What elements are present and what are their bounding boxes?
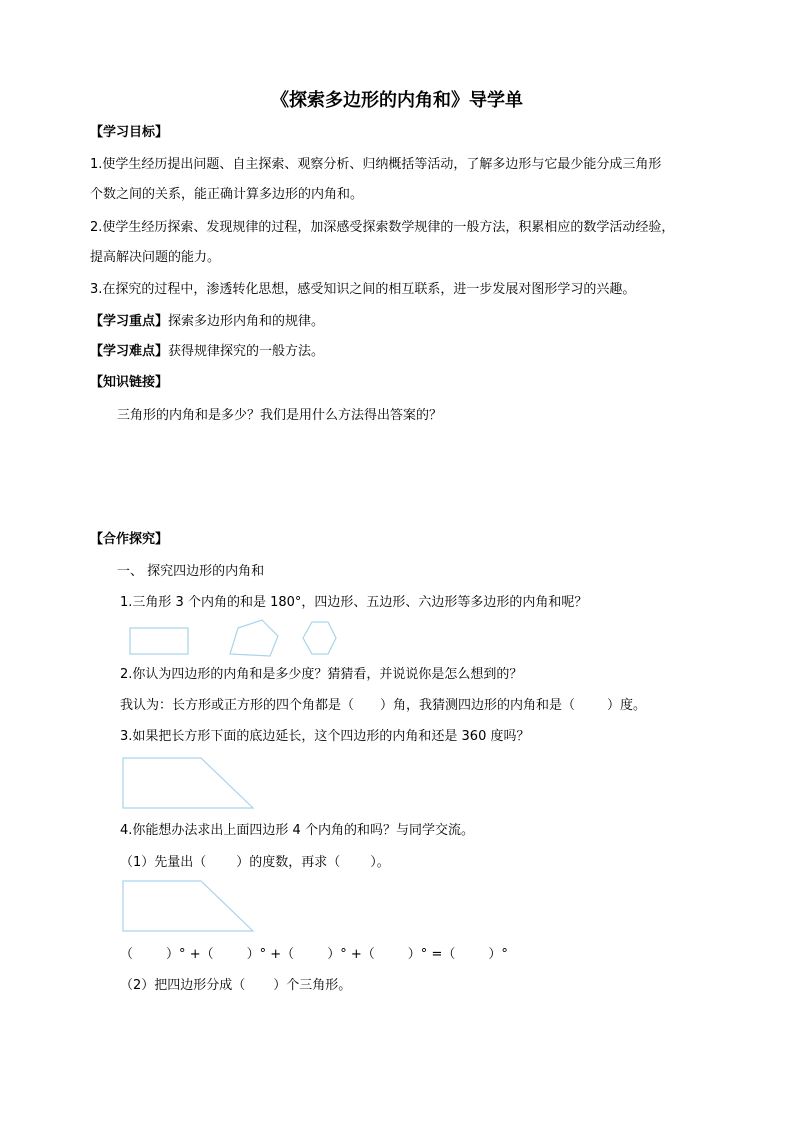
link-question: 三角形的内角和是多少？我们是用什么方法得出答案的？ <box>117 408 443 423</box>
quadrilateral-shape <box>130 628 188 654</box>
question-4-part-2 <box>120 977 351 995</box>
difficulty-heading: 【学习难点】 <box>90 344 169 359</box>
objective-2-line-1: 2.使学生经历探索、发现规律的过程，加深感受探索数学规律的一般方法，积累相应的数学活动经验， <box>90 220 675 235</box>
answer-text-b: ）角，我猜测四边形的内角和是（ <box>380 698 576 713</box>
objective-1-line-2: 个数之间的关系，能正确计算多边形的内角和。 <box>90 187 364 202</box>
question-2-answer <box>120 697 646 715</box>
question-3: 3.如果把长方形下面的底边延长，这个四边形的内角和还是 360 度吗？ <box>120 729 530 744</box>
part-1-text-c: ）。 <box>370 855 390 870</box>
objective-3: 3.在探究的过程中，渗透转化思想，感受知识之间的相互联系，进一步发展对图形学习的兴趣。 <box>90 282 636 297</box>
angle-sum-equation: （ ）° +（ ）° +（ ）° +（ ）° =（ ）° <box>120 947 508 962</box>
polygon-shapes <box>126 616 346 658</box>
question-2: 2.你认为四边形的内角和是多少度？猜猜看，并说说你是怎么想到的？ <box>120 667 523 682</box>
objective-1-line-1: 1.使学生经历提出问题、自主探索、观察分析、归纳概括等活动，了解多边形与它最少能分成三角形 <box>90 157 662 172</box>
key-point-text: 探索多边形内角和的规律。 <box>168 314 325 329</box>
part-1-text-a: （1）先量出（ <box>120 855 207 870</box>
hexagon-shape <box>303 622 336 654</box>
question-4-part-1 <box>120 854 390 872</box>
answer-text-a: 我认为：长方形或正方形的四个角都是（ <box>120 698 355 713</box>
question-4: 4.你能想办法求出上面四边形 4 个内角的和吗？与同学交流。 <box>120 823 474 838</box>
key-point <box>90 313 324 331</box>
part-2-text-b: ）个三角形。 <box>273 978 352 993</box>
pentagon-shape <box>230 620 278 656</box>
trapezoid-figure-2 <box>121 879 257 933</box>
objectives-heading: 【学习目标】 <box>90 125 169 140</box>
difficulty <box>90 343 324 361</box>
link-heading: 【知识链接】 <box>90 375 169 390</box>
question-1: 1.三角形 3 个内角的和是 180°，四边形、五边形、六边形等多边形的内角和呢？ <box>120 595 588 610</box>
page-title: 《探索多边形的内角和》导学单 <box>271 90 523 111</box>
key-point-heading: 【学习重点】 <box>90 314 169 329</box>
answer-text-c: ）度。 <box>607 698 647 713</box>
explore-heading: 【合作探究】 <box>90 532 169 547</box>
section-1-title: 一、 探究四边形的内角和 <box>117 564 265 579</box>
trapezoid-figure-1 <box>121 756 257 810</box>
objective-2-line-2: 提高解决问题的能力。 <box>90 250 221 265</box>
difficulty-text: 获得规律探究的一般方法。 <box>168 344 325 359</box>
part-2-text-a: （2）把四边形分成（ <box>120 978 246 993</box>
part-1-text-b: ）的度数，再求（ <box>236 855 341 870</box>
